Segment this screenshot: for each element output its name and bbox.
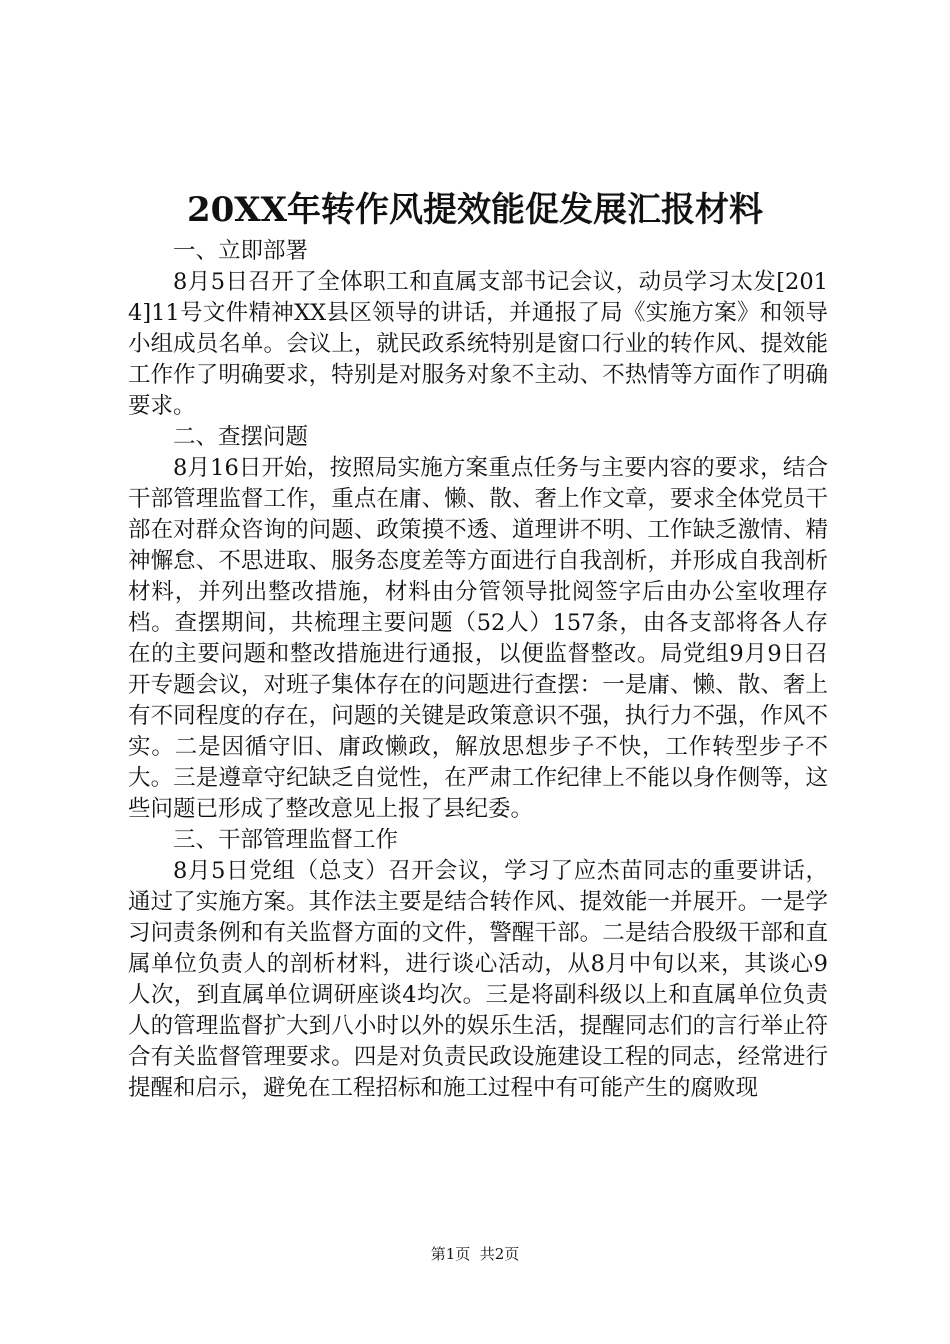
section-heading-3: 三、干部管理监督工作 xyxy=(173,827,399,853)
paragraph-1: 8月5日召开了全体职工和直属支部书记会议，动员学习太发[2014]11号文件精神XX县区领导的讲话，并通报了局《实施方案》和领导小组成员名单。会议上，就民政系统特别是窗口行业的转作风、提效能工作作了明确要求，特别是对服务对象不主动、不热情等方面作了明确要求。 xyxy=(128,269,828,419)
page-number-footer: 第1页 共2页 xyxy=(430,1245,520,1263)
paragraph-2: 8月16日开始，按照局实施方案重点任务与主要内容的要求，结合干部管理监督工作，重点在庸、懒、散、奢上作文章，要求全体党员干部在对群众咨询的问题、政策摸不透、道理讲不明、工作缺乏激情、精神懈怠、不思进取、服务态度差等方面进行自我剖析，并形成自我剖析材料，并列出整改措施，材料由分管领导批阅签字后由办公室收理存档。查摆期间，共梳理主要问题（52人）157条，由各支部将各人存在的主要问题和整改措施进行通报，以便监督整改。局党组9月9日召开专题会议，对班子集体存在的问题进行查摆：一是庸、懒、散、奢上有不同程度的存在，问题的关键是政策意识不强，执行力不强，作风不实。二是因循守旧、庸政懒政，解放思想步子不快，工作转型步子不大。三是遵章守纪缺乏自觉性，在严肃工作纪律上不能以身作侧等，这些问题已形成了整改意见上报了县纪委。 xyxy=(128,455,828,822)
document-title: 20XX年转作风提效能促发展汇报材料 xyxy=(186,190,764,230)
document-body xyxy=(128,236,828,1104)
paragraph-3: 8月5日党组（总支）召开会议，学习了应杰苗同志的重要讲话，通过了实施方案。其作法主要是结合转作风、提效能一并展开。一是学习问责条例和有关监督方面的文件，警醒干部。二是结合股级干部和直属单位负责人的剖析材料，进行谈心活动，从8月中旬以来，其谈心9人次，到直属单位调研座谈4均次。三是将副科级以上和直属单位负责人的管理监督扩大到八小时以外的娱乐生活，提醒同志们的言行举止符合有关监督管理要求。四是对负责民政设施建设工程的同志，经常进行提醒和启示，避免在工程招标和施工过程中有可能产生的腐败现 xyxy=(128,858,828,1101)
section-heading-1: 一、立即部署 xyxy=(173,238,309,264)
section-heading-2: 二、查摆问题 xyxy=(173,424,309,450)
